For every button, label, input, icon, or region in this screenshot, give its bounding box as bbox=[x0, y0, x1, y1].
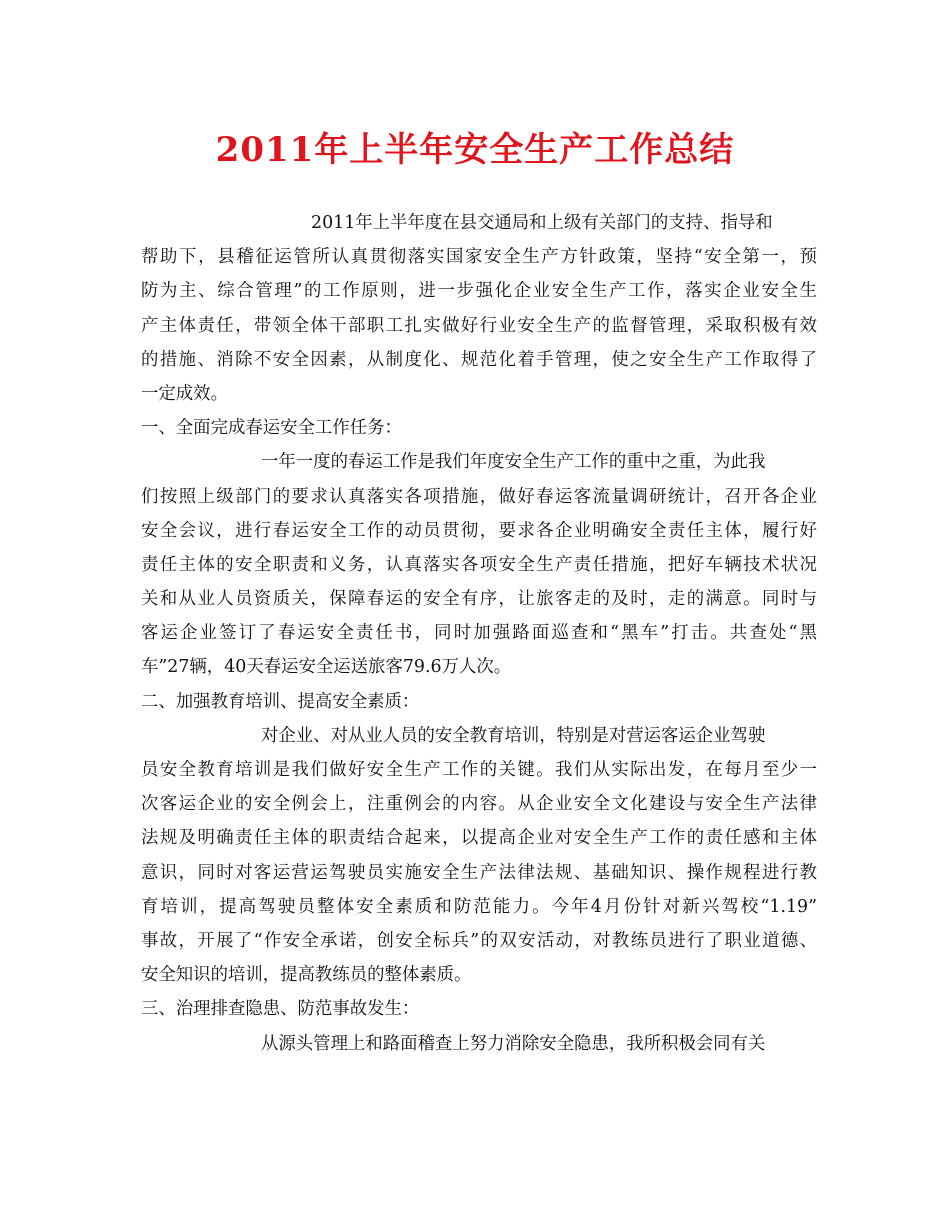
paragraph-line: 次客运企业的安全例会上，注重例会的内容。从企业安全文化建设与安全生产法律 bbox=[141, 794, 817, 815]
paragraph-line: 产主体责任，带领全体干部职工扎实做好行业安全生产的监督管理，采取积极有效 bbox=[141, 315, 817, 336]
paragraph-line: 客运企业签订了春运安全责任书，同时加强路面巡查和“黑车”打击。共查处“黑 bbox=[141, 623, 817, 644]
paragraph-line: 意识，同时对客运营运驾驶员实施安全生产法律法规、基础知识、操作规程进行教 bbox=[141, 862, 817, 883]
section-heading: 一、全面完成春运安全工作任务： bbox=[141, 418, 402, 439]
paragraph-line: 2011年上半年度在县交通局和上级有关部门的支持、指导和 bbox=[311, 213, 773, 233]
paragraph-line: 从源头管理上和路面稽查上努力消除安全隐患，我所积极会同有关 bbox=[261, 1033, 766, 1054]
document-title: 2011年上半年安全生产工作总结 bbox=[215, 130, 735, 170]
paragraph-line: 法规及明确责任主体的职责结合起来，以提高企业对安全生产工作的责任感和主体 bbox=[141, 828, 817, 849]
paragraph-line: 一年一度的春运工作是我们年度安全生产工作的重中之重，为此我 bbox=[261, 452, 766, 473]
paragraph-line: 防为主、综合管理”的工作原则，进一步强化企业安全生产工作，落实企业安全生 bbox=[141, 281, 817, 302]
paragraph-line: 员安全教育培训是我们做好安全生产工作的关键。我们从实际出发，在每月至少一 bbox=[141, 760, 817, 780]
paragraph-line: 的措施、消除不安全因素，从制度化、规范化着手管理，使之安全生产工作取得了 bbox=[141, 349, 817, 370]
paragraph-line: 一定成效。 bbox=[141, 383, 228, 404]
paragraph-line: 育培训，提高驾驶员整体安全素质和防范能力。今年4月份针对新兴驾校“1.19” bbox=[141, 896, 817, 917]
paragraph-line: 们按照上级部门的要求认真落实各项措施，做好春运客流量调研统计，召开各企业 bbox=[141, 486, 817, 507]
paragraph-line: 安全知识的培训，提高教练员的整体素质。 bbox=[141, 965, 472, 986]
section-heading: 三、治理排查隐患、防范事故发生： bbox=[141, 999, 420, 1020]
paragraph-line: 安全会议，进行春运安全工作的动员贯彻，要求各企业明确安全责任主体，履行好 bbox=[141, 520, 817, 541]
paragraph-line: 对企业、对从业人员的安全教育培训，特别是对营运客运企业驾驶 bbox=[261, 725, 766, 746]
paragraph-line: 帮助下，县稽征运管所认真贯彻落实国家安全生产方针政策，坚持“安全第一，预 bbox=[141, 247, 817, 268]
document-body bbox=[141, 206, 817, 1061]
paragraph-line: 责任主体的安全职责和义务，认真落实各项安全生产责任措施，把好车辆技术状况 bbox=[141, 554, 817, 575]
paragraph-line: 事故，开展了“作安全承诺，创安全标兵”的双安活动，对教练员进行了职业道德、 bbox=[141, 930, 817, 951]
paragraph-line: 关和从业人员资质关，保障春运的安全有序，让旅客走的及时，走的满意。同时与 bbox=[141, 589, 817, 610]
paragraph-line: 车”27辆，40天春运安全运送旅客79.6万人次。 bbox=[141, 657, 512, 678]
section-heading: 二、加强教育培训、提高安全素质： bbox=[141, 691, 420, 712]
